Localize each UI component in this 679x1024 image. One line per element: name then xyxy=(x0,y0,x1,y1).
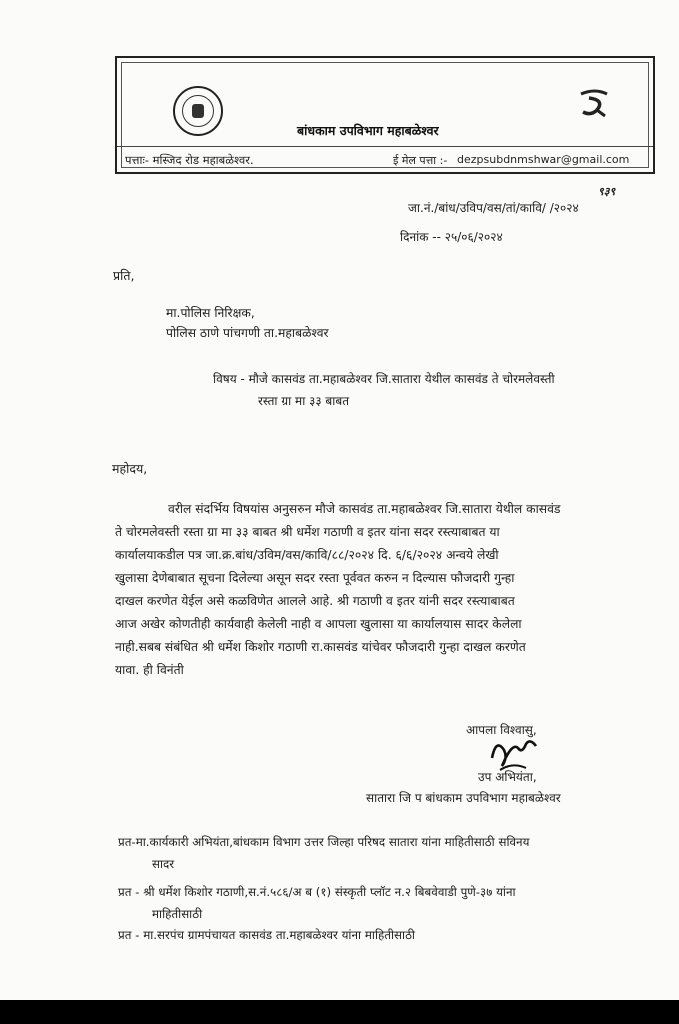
copy-line: सादर xyxy=(152,857,175,871)
salutation: महोदय, xyxy=(112,461,148,476)
recipient-title: मा.पोलिस निरिक्षक, xyxy=(166,306,255,320)
recipient-office: पोलिस ठाणे पांचगणी ता.महाबळेश्वर xyxy=(166,326,329,340)
office-address: पत्ताः- मस्जिद रोड महाबळेश्वर. xyxy=(125,153,254,167)
body-line: वरील संदर्भिय विषयांस अनुसरुन मौजे कासवंड ता.महाबळेश्वर जि.सातारा येथील कासवंड xyxy=(168,502,561,516)
letterhead xyxy=(115,56,655,174)
handwritten-outward-number: ९३९ xyxy=(598,185,616,198)
body-line: आज अखेर कोणतीही कार्यवाही केलेली नाही व आपला खुलासा या कार्यालयास सादर केलेला xyxy=(115,617,522,631)
email-label: ई मेल पत्ता :- xyxy=(393,154,448,167)
bottom-black-bar xyxy=(0,1000,679,1024)
outward-number: जा.नं./बांध/उविप/वस/तां/कावि/ /२०२४ xyxy=(408,201,579,215)
copy-line: माहितीसाठी xyxy=(152,907,203,921)
email-address: dezpsubdnmshwar@gmail.com xyxy=(457,153,630,166)
body-line: ते चोरमलेवस्ती रस्ता ग्रा मा ३३ बाबत श्री धर्मेश गठाणी व इतर यांना सदर रस्त्याबाबत या xyxy=(115,525,500,539)
body-line: नाही.सबब संबंधित श्री धर्मेश किशोर गठाणी रा.कासवंड यांचेवर फौजदारी गुन्हा दाखल करणेत xyxy=(115,640,526,654)
letterhead-divider xyxy=(117,146,653,147)
subject-line-1: विषय - मौजे कासवंड ता.महाबळेश्वर जि.सातारा येथील कासवंड ते चोरमलेवस्ती xyxy=(213,372,555,386)
letter-date: दिनांक -- २५/०६/२०२४ xyxy=(400,230,503,244)
signatory-designation: उप अभियंता, xyxy=(478,770,537,784)
department-logo-icon xyxy=(575,86,615,120)
signatory-office: सातारा जि प बांधकाम उपविभाग महाबळेश्वर xyxy=(366,791,561,805)
zilla-parishad-emblem-icon xyxy=(173,86,223,136)
subject-line-2: रस्ता ग्रा मा ३३ बाबत xyxy=(258,394,350,408)
body-line: यावा. ही विनंती xyxy=(115,663,184,677)
body-line: खुलासा देणेबाबात सूचना दिलेल्या असून सदर रस्ता पूर्ववत करुन न दिल्यास फौजदारी गुन्हा xyxy=(115,571,515,585)
copy-line: प्रत - मा.सरपंच ग्रामपंचायत कासवंड ता.महाबळेश्वर यांना माहितीसाठी xyxy=(118,928,415,942)
prati-label: प्रति, xyxy=(113,268,135,283)
office-name: बांधकाम उपविभाग महाबळेश्वर xyxy=(297,123,439,138)
copy-line: प्रत-मा.कार्यकारी अभियंता,बांधकाम विभाग उत्तर जिल्हा परिषद सातारा यांना माहितीसाठी सविनय xyxy=(118,835,530,849)
body-line: कार्यालयाकडील पत्र जा.क्र.बांध/उविम/वस/कावि/८८/२०२४ दि. ६/६/२०२४ अन्वये लेखी xyxy=(115,548,499,562)
copy-line: प्रत - श्री धर्मेश किशोर गठाणी,स.नं.५८६/अ ब (१) संस्कृती प्लॉट न.२ बिबवेवाडी पुणे-३७ यांना xyxy=(118,885,516,899)
closing-phrase: आपला विश्वासु, xyxy=(466,723,537,737)
body-line: दाखल करणेत येईल असे कळविणेत आलले आहे. श्री गठाणी व इतर यांनी सदर रस्त्याबाबत xyxy=(115,594,515,608)
